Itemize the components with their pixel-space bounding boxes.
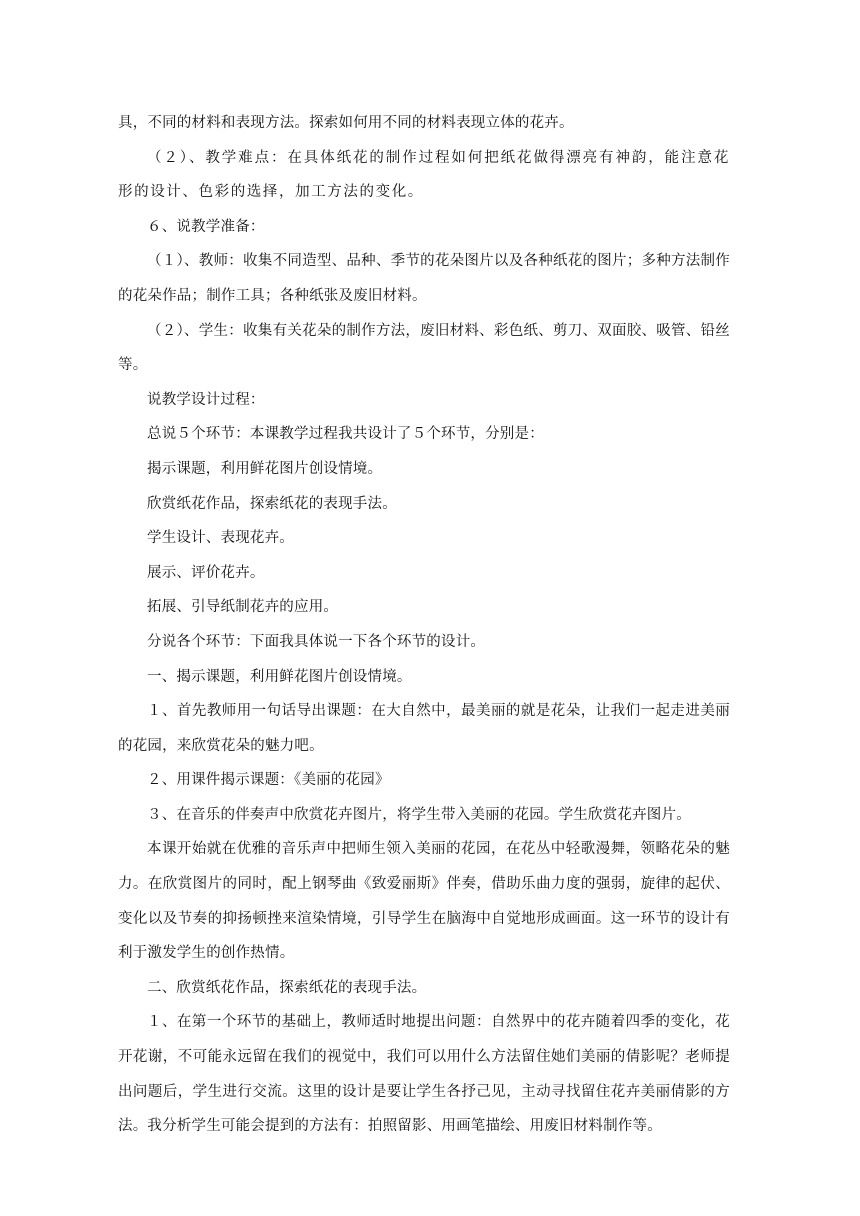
section-heading-two: 二、欣赏纸花作品，探索纸花的表现手法。	[147, 979, 427, 996]
list-item-step-4: 展示、评价花卉。	[147, 564, 265, 581]
paragraph-one-1: １、首先教师用一句话导出课题：在大自然中，最美丽的就是花朵，让我们一起走进美丽的花园，来欣赏花朵的魅力吧。	[118, 703, 730, 754]
list-item-step-3: 学生设计、表现花卉。	[147, 530, 294, 547]
paragraph-one-3: ３、在音乐的伴奏声中欣赏花卉图片，将学生带入美丽的花园。学生欣赏花卉图片。	[147, 806, 691, 823]
paragraph-heading-design-process: 说教学设计过程：	[147, 391, 265, 408]
document-body	[118, 106, 730, 1144]
paragraph-student-preparation: （２）、学生：收集有关花朵的制作方法，废旧材料、彩色纸、剪刀、双面胶、吸管、铅丝等。	[118, 322, 730, 374]
list-item-step-2: 欣赏纸花作品，探索纸花的表现手法。	[147, 495, 397, 512]
paragraph-heading-preparation: ６、说教学准备：	[147, 218, 265, 235]
section-heading-one: 一、揭示课题，利用鲜花图片创设情境。	[147, 668, 412, 685]
paragraph-teacher-preparation: （１）、教师：收集不同造型、品种、季节的花朵图片以及各种纸花的图片；多种方法制作的花朵作品；制作工具；各种纸张及废旧材料。	[118, 253, 730, 304]
paragraph-teaching-difficulty: （２）、教学难点：在具体纸花的制作过程如何把纸花做得漂亮有神韵，能注意花形的设计、色彩的选择，加工方法的变化。	[118, 149, 730, 201]
paragraph-continuation: 具，不同的材料和表现方法。探索如何用不同的材料表现立体的花卉。	[118, 115, 574, 131]
paragraph-two-1: １、在第一个环节的基础上，教师适时地提出问题：自然界中的花卉随着四季的变化，花开花谢，不可能永远留在我们的视觉中，我们可以用什么方法留住她们美丽的倩影呢？老师提出问题后，学生进行交流。这里的设计是要让学生各抒己见，主动寻找留住花卉美丽倩影的方法。我分析学生可能会提到的方法有：拍照留影、用画笔描绘、用废旧材料制作等。	[118, 1014, 730, 1135]
paragraph-detail-intro: 分说各个环节：下面我具体说一下各个环节的设计。	[147, 633, 486, 650]
list-item-step-5: 拓展、引导纸制花卉的应用。	[147, 599, 339, 616]
list-item-step-1: 揭示课题，利用鲜花图片创设情境。	[147, 460, 383, 477]
paragraph-one-summary: 本课开始就在优雅的音乐声中把师生领入美丽的花园，在花丛中轻歌漫舞，领略花朵的魅力。在欣赏图片的同时，配上钢琴曲《致爱丽斯》伴奏，借助乐曲力度的强弱，旋律的起伏、变化以及节奏的抑扬顿挫来渲染情境，引导学生在脑海中自觉地形成画面。这一环节的设计有利于激发学生的创作热情。	[118, 841, 730, 962]
paragraph-one-2: ２、用课件揭示课题：《美丽的花园》	[147, 772, 390, 789]
paragraph-overview-five-steps: 总说５个环节：本课教学过程我共设计了５个环节，分别是：	[147, 426, 544, 443]
